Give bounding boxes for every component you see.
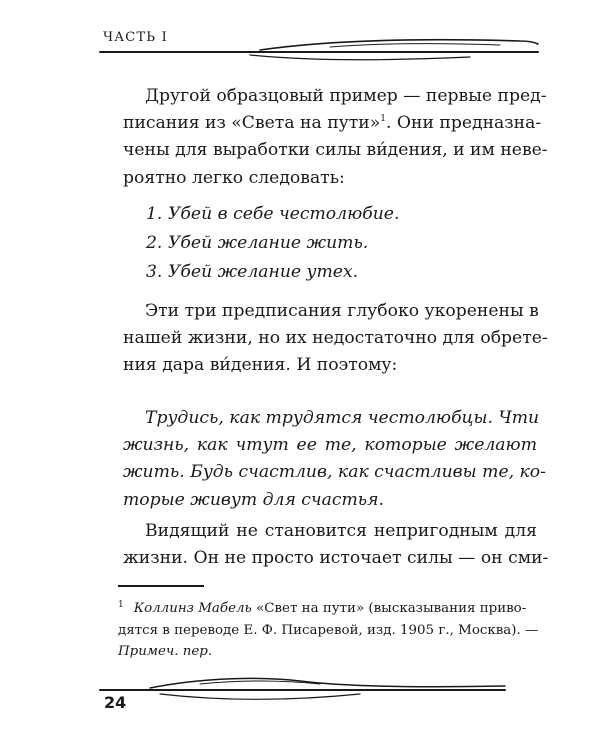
footnote-reference: 1 [380,114,386,125]
paragraph-1 [123,83,548,192]
footnote-line: дятся в переводе Е. Ф. Писаревой, изд. 1905 г., Москва). — [118,622,539,638]
text-line: Трудись, как трудятся честолюбцы. Чти [145,408,540,428]
page-number: 24 [104,693,127,712]
text-line-with-footnote: писания из «Света на пути»$^1$. Они предназна- [123,113,542,134]
footnote-mark: 1 [118,600,124,610]
italic-quote [123,405,546,514]
list-text: Убей желание жить. [168,233,369,253]
numbered-list [146,200,399,287]
list-number: 3. [146,262,163,282]
list-item [146,229,399,258]
list-item [146,200,399,229]
footnote-line: $^1$ Коллинз Мабель «Свет на пути» (высказывания приво- [118,600,527,616]
text-line: жизни. Он не просто источает силы — он сми- [123,548,549,569]
text-line: ния дара ви́дения. И поэтому: [123,355,398,376]
list-number: 2. [146,233,163,253]
text-line: торые живут для счастья. [123,489,384,510]
text-line: чены для выработки силы ви́дения, и им неве- [123,140,548,161]
list-number: 1. [146,204,163,224]
footnote-divider [118,585,204,587]
text-line: жить. Будь счастлив, как счастливы те, ко- [123,462,546,483]
footer-swash [100,678,505,699]
text-line: нашей жизни, но их недостаточно для обрете- [123,328,548,349]
text-line: роятно легко следовать: [123,167,345,188]
text-line: жизнь, как чтут ее те, которые желают [123,435,537,456]
list-item [146,258,399,287]
list-text: Убей желание утех. [168,262,359,282]
paragraph-3 [123,518,549,572]
text-line: Эти три предписания глубоко укоренены в [145,301,539,321]
running-header: ЧАСТЬ I [103,30,168,45]
list-text: Убей в себе честолюбие. [168,204,400,224]
text-line: Видящий не становится непригодным для [145,521,537,541]
footnote-line: Примеч. пер. [118,644,213,659]
text-line: Другой образцовый пример — первые пред- [145,86,547,106]
footnote-author: Коллинз Мабель [133,601,252,616]
paragraph-2 [123,298,548,380]
footnote [118,598,538,663]
